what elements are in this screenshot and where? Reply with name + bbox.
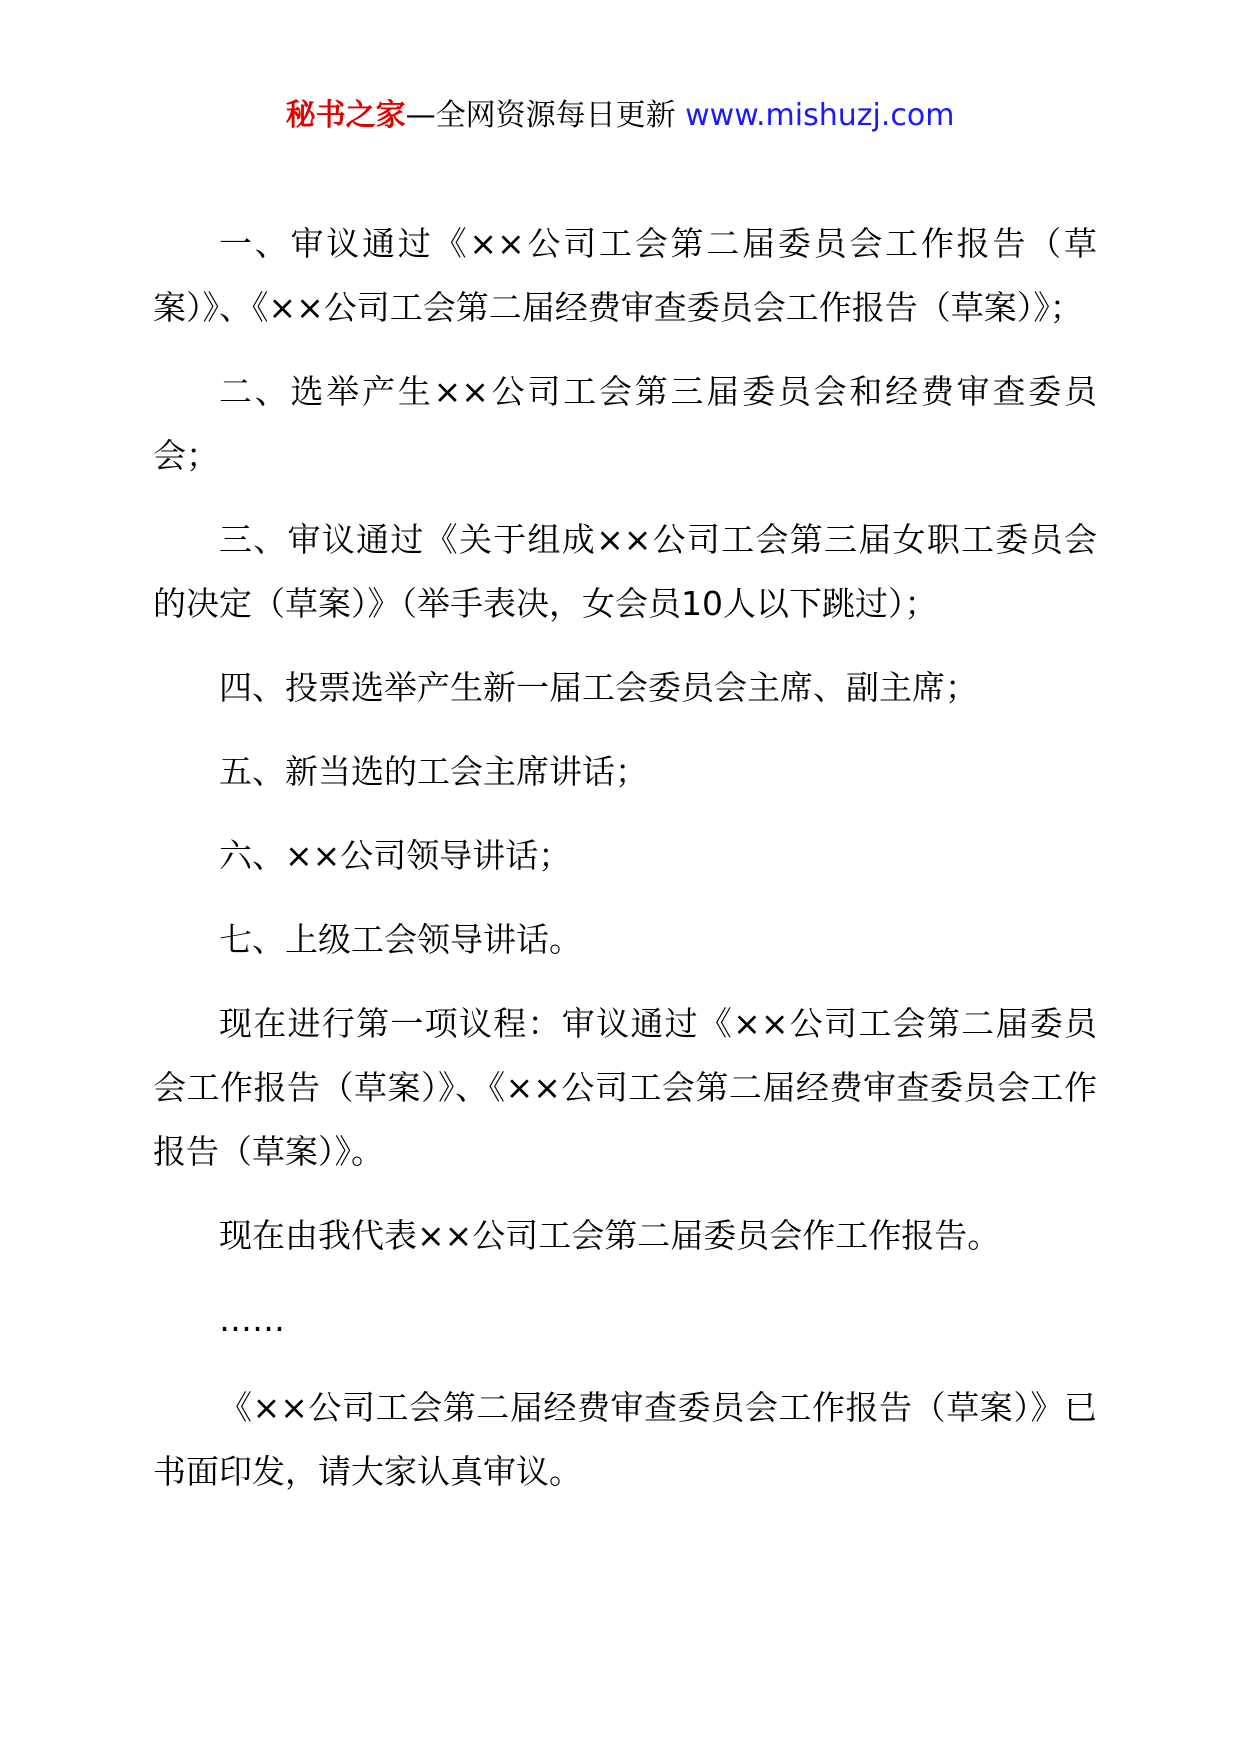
agenda-item-4: 四、投票选举产生新一届工会委员会主席、副主席； xyxy=(219,668,978,707)
report-statement-paragraph: 现在由我代表××公司工会第二届委员会作工作报告。 xyxy=(219,1216,1001,1255)
agenda-item-2: 二、选举产生××公司工会第三届委员会和经费审查委员会； xyxy=(153,372,1097,475)
site-brand: 秘书之家 xyxy=(285,98,406,133)
agenda-item-6: 六、××公司领导讲话； xyxy=(219,836,572,875)
first-agenda-intro-paragraph: 现在进行第一项议程：审议通过《××公司工会第二届委员会工作报告（草案）》、《××公司工会第二届经费审查委员会工作报告（草案）》。 xyxy=(153,1004,1097,1171)
agenda-item-5: 五、新当选的工会主席讲话； xyxy=(219,752,648,791)
agenda-item-7: 七、上级工会领导讲话。 xyxy=(219,920,582,959)
site-header xyxy=(0,96,1240,136)
ellipsis-paragraph: …… xyxy=(219,1300,285,1339)
site-tagline: —全网资源每日更新 xyxy=(405,98,686,133)
agenda-item-1: 一、审议通过《××公司工会第二届委员会工作报告（草案）》、《××公司工会第二届经费审查委员会工作报告（草案）》； xyxy=(153,224,1097,327)
audit-report-paragraph: 《××公司工会第二届经费审查委员会工作报告（草案）》已书面印发，请大家认真审议。 xyxy=(153,1388,1097,1491)
site-url-link[interactable]: www.mishuzj.com xyxy=(685,98,955,133)
document-body xyxy=(153,212,1097,1504)
agenda-item-3: 三、审议通过《关于组成××公司工会第三届女职工委员会的决定（草案）》（举手表决，女会员10人以下跳过）； xyxy=(153,520,1097,623)
